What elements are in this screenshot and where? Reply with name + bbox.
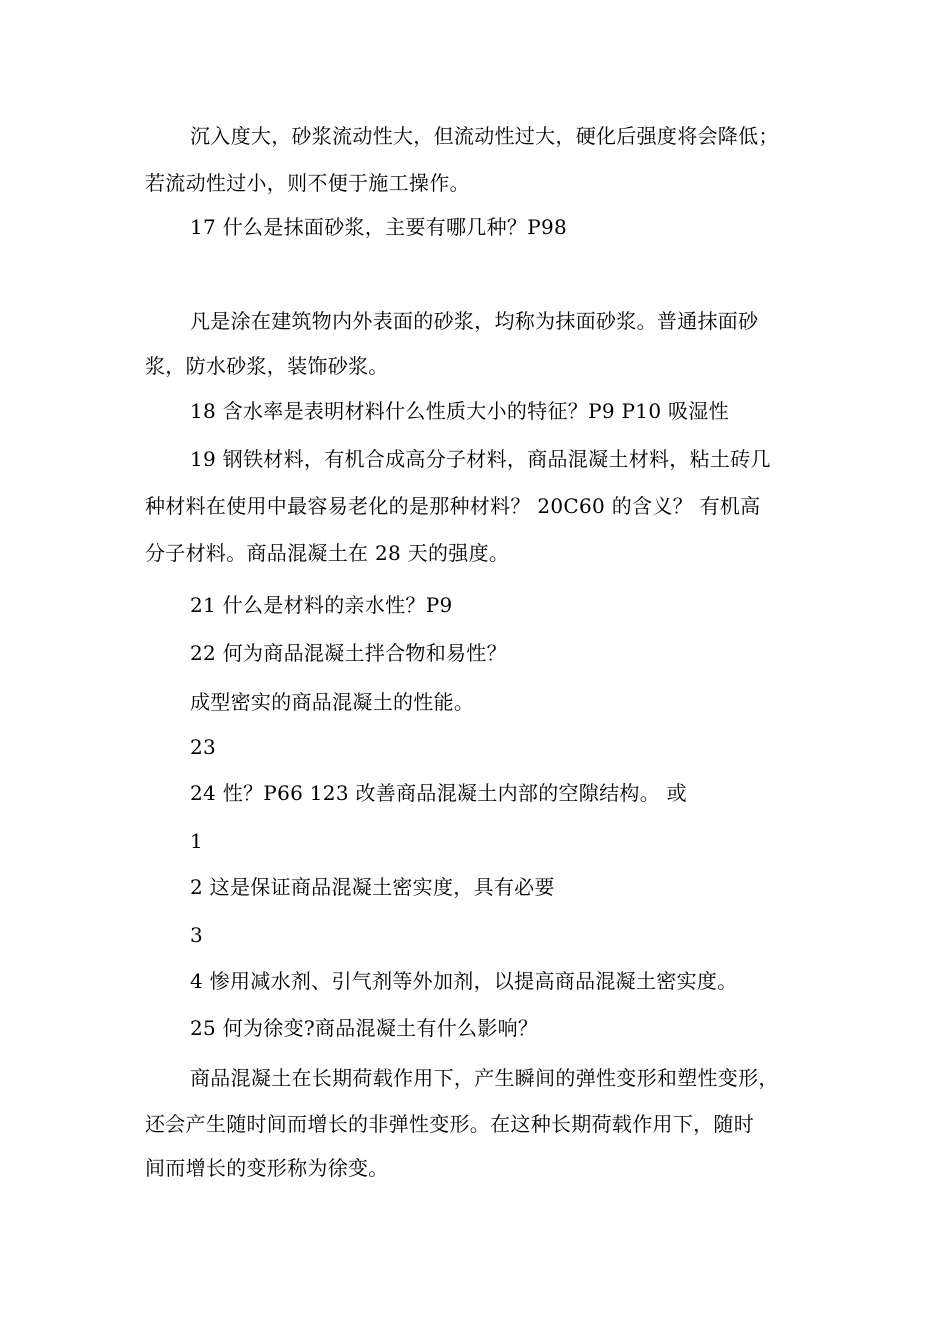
question-heading: 17 什么是抹面砂浆，主要有哪几种？P98 [190,215,568,239]
list-item: 3 [190,923,204,947]
question-heading: 25 何为徐变?商品混凝土有什么影响？ [190,1016,539,1040]
paragraph-line: 种材料在使用中最容易老化的是那种材料？ 20C60 的含义？ 有机高 [145,494,761,518]
question-heading: 24 性？P66 123 改善商品混凝土内部的空隙结构。 或 [190,781,687,805]
question-heading: 21 什么是材料的亲水性？P9 [190,593,453,617]
paragraph-line: 若流动性过小，则不便于施工操作。 [145,171,470,195]
paragraph-line: 商品混凝土在长期荷载作用下，产生瞬间的弹性变形和塑性变形， [190,1066,779,1090]
paragraph-line: 间而增长的变形称为徐变。 [145,1156,389,1180]
paragraph-line: 浆，防水砂浆，装饰砂浆。 [145,354,389,378]
question-heading: 22 何为商品混凝土拌合物和易性？ [190,641,507,665]
paragraph-line: 分子材料。商品混凝土在 28 天的强度。 [145,541,510,565]
paragraph-line: 凡是涂在建筑物内外表面的砂浆，均称为抹面砂浆。普通抹面砂 [190,309,759,333]
paragraph-line: 23 [190,735,217,759]
paragraph-line: 还会产生随时间而增长的非弹性变形。在这种长期荷载作用下，随时 [145,1112,754,1136]
paragraph-line: 沉入度大，砂浆流动性大，但流动性过大，硬化后强度将会降低； [190,124,779,148]
question-heading: 18 含水率是表明材料什么性质大小的特征？P9 P10 吸湿性 [190,399,729,423]
list-item: 1 [190,829,204,853]
list-item: 2 这是保证商品混凝土密实度，具有必要 [190,875,555,899]
question-heading: 19 钢铁材料，有机合成高分子材料，商品混凝土材料，粘土砖几 [190,447,771,471]
paragraph-line: 成型密实的商品混凝土的性能。 [190,690,475,714]
list-item: 4 惨用减水剂、引气剂等外加剂，以提高商品混凝土密实度。 [190,969,738,993]
